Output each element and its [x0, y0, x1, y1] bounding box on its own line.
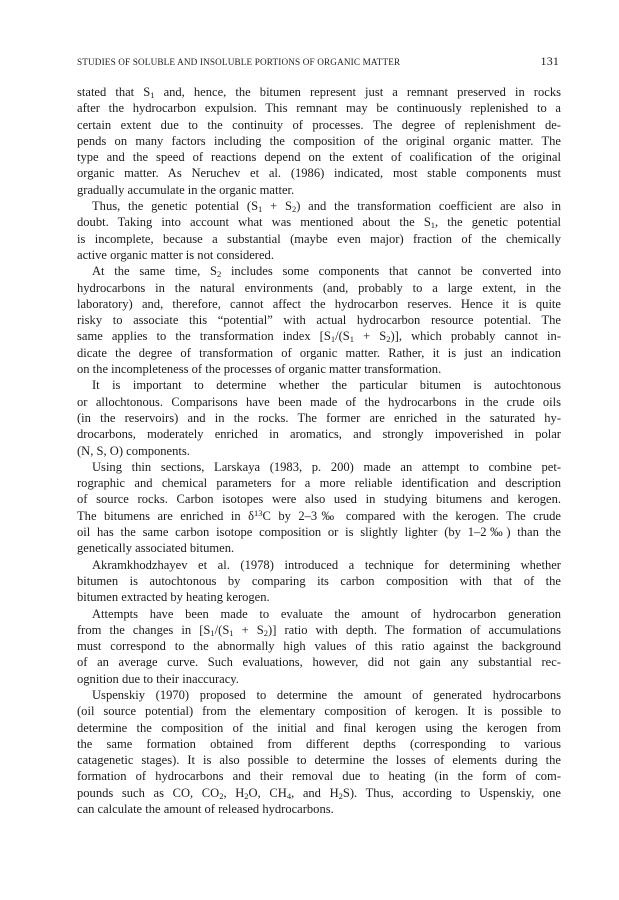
text-line: pounds such as CO, $CO_2$, $H_2O$, $CH_4$, and $H_2S$). Thus, according to Uspenskiy, one	[77, 785, 561, 801]
running-head	[77, 54, 561, 68]
text-line: the same formation obtained from different depths (corresponding to various	[77, 736, 561, 751]
paragraph	[77, 557, 561, 606]
text-line: It is important to determine whether the particular bitumen is autochtonous	[92, 378, 561, 393]
paragraph	[77, 459, 561, 557]
text-line: stated that $S_1$ and, hence, the bitumen represent just a remnant preserved in rocks	[77, 85, 561, 100]
text-line: or allochtonous. Comparisons have been made of the hydrocarbons in the crude oils	[77, 394, 561, 409]
text-line: Akramkhodzhayev et al. (1978) introduced a technique for determining whether	[92, 557, 561, 572]
text-line: bitumen extracted by heating kerogen.	[77, 590, 270, 605]
paragraph	[77, 84, 561, 198]
text-line: (N, S, O) components.	[77, 443, 190, 458]
text-line: organic matter. As Neruchev et al. (1986) indicated, most stable components must	[77, 166, 561, 181]
text-line: genetically associated bitumen.	[77, 541, 235, 556]
paragraph	[77, 263, 561, 377]
text-line: drocarbons, moderately enriched in aromatics, and strongly impoverished in polar	[77, 427, 561, 442]
text-line: Uspenskiy (1970) proposed to determine the amount of generated hydrocarbons	[92, 687, 561, 702]
text-line: (oil source potential) from the elementary composition of kerogen. It is possible to	[77, 704, 561, 719]
text-line: At the same time, $S_2$ includes some components that cannot be converted into	[92, 264, 562, 280]
text-line: type and the speed of reactions depend on the extent of coalification of the original	[77, 150, 561, 165]
text-line: on the incompleteness of the processes of organic matter transformation.	[77, 362, 442, 377]
text-line: can calculate the amount of released hydrocarbons.	[77, 802, 334, 817]
text-line: catagenetic stages). It is also possible to determine the losses of elements during the	[77, 753, 561, 768]
text-line: risky to associate this “potential” with actual hydrocarbon resource potential. The	[77, 313, 561, 328]
text-line: ognition due to their inaccuracy.	[77, 671, 239, 686]
text-line: same applies to the transformation index $[S_1/(S_1 + S_2)]$, which probably cannot in-	[77, 329, 561, 345]
text-line: rographic and chemical parameters for a more reliable identification and description	[77, 476, 561, 491]
paragraph	[77, 687, 561, 817]
text-line: dicate the degree of transformation of organic matter. Rather, it is just an indication	[77, 345, 561, 360]
text-line: Thus, the genetic potential $(S_1 + S_2)$ and the transformation coefficient are also in	[92, 199, 561, 215]
text-line: laboratory) and, therefore, cannot affect the hydrocarbon reserves. Hence it is quite	[77, 296, 561, 311]
text-line: is incomplete, because a substantial (maybe even major) fraction of the chemically	[77, 231, 561, 246]
body-text	[77, 84, 561, 817]
text-line: doubt. Taking into account what was mentioned about the $S_1$, the genetic potential	[77, 215, 561, 231]
text-line: gradually accumulate in the organic matter.	[77, 182, 295, 197]
text-line: Attempts have been made to evaluate the amount of hydrocarbon generation	[92, 606, 561, 621]
text-line: of an average curve. Such evaluations, however, did not gain any substantial rec-	[77, 655, 561, 670]
text-line: certain extent due to the continuity of processes. The degree of replenishment de-	[77, 117, 561, 132]
text-line: after the hydrocarbon expulsion. This remnant may be continuously replenished to a	[77, 101, 561, 116]
text-line: determine the composition of the initial and final kerogen using the kerogen from	[77, 720, 561, 735]
text-line: Using thin sections, Larskaya (1983, p. 200) made an attempt to combine pet-	[92, 459, 561, 474]
page	[77, 54, 561, 817]
text-line: active organic matter is not considered.	[77, 247, 274, 262]
paragraph	[77, 198, 561, 263]
text-line: formation of hydrocarbons and their removal due to heating (in the form of com-	[77, 769, 561, 784]
text-line: must correspond to the abnormally high values of this ratio against the background	[77, 639, 561, 654]
text-line: (in the reservoirs) and in the rocks. The former are enriched in the saturated hy-	[77, 410, 561, 425]
paragraph	[77, 606, 561, 687]
text-line: of source rocks. Carbon isotopes were also used in studying bitumens and kerogen.	[77, 492, 561, 507]
text-line: bitumen is autochtonous by comparing its carbon composition with that of the	[77, 573, 561, 588]
text-line: from the changes in $[S_1/(S_1 + S_2)]$ ratio with depth. The formation of accumulations	[77, 622, 561, 638]
text-line: hydrocarbons in the natural environments (and, probably to a large extent, in the	[77, 280, 561, 295]
text-line: oil has the same carbon isotope composition or is slightly lighter (by 1–2‰) than the	[77, 525, 561, 540]
paragraph	[77, 377, 561, 458]
text-line: pends on many factors including the composition of the original organic matter. The	[77, 133, 561, 148]
text-line: The bitumens are enriched in $\delta^{13}C$ by 2–3‰ compared with the kerogen. The crude	[77, 507, 561, 523]
running-title: STUDIES OF SOLUBLE AND INSOLUBLE PORTIONS OF ORGANIC MATTER	[77, 57, 401, 67]
page-number: 131	[540, 54, 559, 68]
